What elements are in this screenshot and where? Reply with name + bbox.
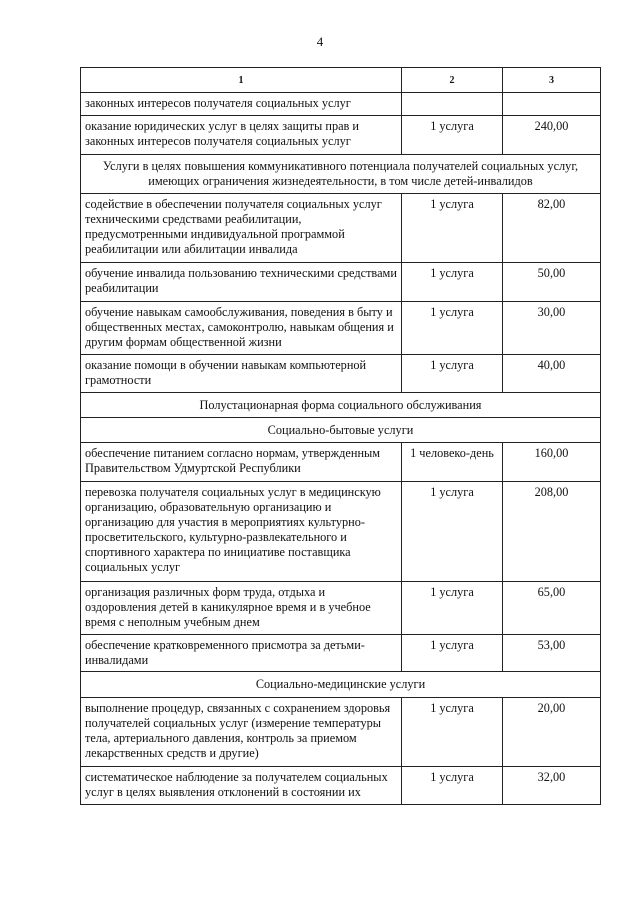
table-row (81, 582, 601, 635)
column-header-1: 1 (81, 68, 402, 93)
service-price: 208,00 (503, 482, 601, 582)
service-price: 82,00 (503, 194, 601, 263)
service-unit: 1 услуга (402, 263, 503, 302)
service-name: систематическое наблюдение за получателем социальных услуг в целях выявления отклонений в состоянии их (81, 767, 402, 805)
table-row (81, 767, 601, 805)
service-price: 32,00 (503, 767, 601, 805)
section-row (81, 155, 601, 194)
service-name: обучение инвалида пользованию техническими средствами реабилитации (81, 263, 402, 302)
tariff-table (80, 67, 601, 805)
table-row (81, 355, 601, 393)
column-header-2: 2 (402, 68, 503, 93)
table-row (81, 116, 601, 155)
service-unit: 1 услуга (402, 698, 503, 767)
column-header-3: 3 (503, 68, 601, 93)
service-unit: 1 услуга (402, 767, 503, 805)
service-unit: 1 услуга (402, 582, 503, 635)
page-number: 4 (316, 34, 324, 49)
service-name: обучение навыкам самообслуживания, поведения в быту и общественных местах, самоконтролю, навыкам общения и другим формам общественной жизни (81, 302, 402, 355)
service-price: 240,00 (503, 116, 601, 155)
table-header-row (81, 68, 601, 93)
service-unit: 1 услуга (402, 482, 503, 582)
service-unit: 1 услуга (402, 302, 503, 355)
service-price: 53,00 (503, 635, 601, 672)
service-unit: 1 услуга (402, 194, 503, 263)
service-price: 20,00 (503, 698, 601, 767)
service-name: оказание помощи в обучении навыкам компьютерной грамотности (81, 355, 402, 393)
service-price: 50,00 (503, 263, 601, 302)
section-title: Социально-медицинские услуги (81, 672, 601, 698)
service-name: перевозка получателя социальных услуг в медицинскую организацию, образовательную организацию и организацию для участия в мероприятиях культурно-просветительского, культурно-развлекательного и спортивного характера по инициативе поставщика социальных услуг (81, 482, 402, 582)
table-row (81, 194, 601, 263)
service-unit: 1 услуга (402, 116, 503, 155)
service-name: оказание юридических услуг в целях защиты прав и законных интересов получателя социальных услуг (81, 116, 402, 155)
service-unit: 1 услуга (402, 635, 503, 672)
service-price: 40,00 (503, 355, 601, 393)
service-name: организация различных форм труда, отдыха и оздоровления детей в каникулярное время и в учебное время с неполным учебным днем (81, 582, 402, 635)
service-name: обеспечение питанием согласно нормам, утвержденным Правительством Удмуртской Республики (81, 443, 402, 482)
table-row (81, 635, 601, 672)
service-price: 30,00 (503, 302, 601, 355)
section-title: Социально-бытовые услуги (81, 418, 601, 443)
table-row (81, 482, 601, 582)
section-row (81, 418, 601, 443)
service-unit: 1 услуга (402, 355, 503, 393)
service-name: содействие в обеспечении получателя социальных услуг техническими средствами реабилитации, предусмотренными индивидуальной программой реабилитации или абилитации инвалида (81, 194, 402, 263)
service-price: 65,00 (503, 582, 601, 635)
table-row (81, 302, 601, 355)
service-name: обеспечение кратковременного присмотра за детьми-инвалидами (81, 635, 402, 672)
service-unit (402, 93, 503, 116)
table-row (81, 263, 601, 302)
service-name: законных интересов получателя социальных услуг (81, 93, 402, 116)
service-price: 160,00 (503, 443, 601, 482)
table-row (81, 93, 601, 116)
service-price (503, 93, 601, 116)
table-row (81, 698, 601, 767)
table-row (81, 443, 601, 482)
service-name: выполнение процедур, связанных с сохранением здоровья получателей социальных услуг (измерение температуры тела, артериального давления, контроль за приемом лекарственных средств и другие) (81, 698, 402, 767)
section-title: Услуги в целях повышения коммуникативного потенциала получателей социальных услуг, имеющих ограничения жизнедеятельности, в том числе детей-инвалидов (81, 155, 601, 194)
section-row (81, 393, 601, 418)
section-row (81, 672, 601, 698)
section-title: Полустационарная форма социального обслуживания (81, 393, 601, 418)
service-unit: 1 человеко-день (402, 443, 503, 482)
